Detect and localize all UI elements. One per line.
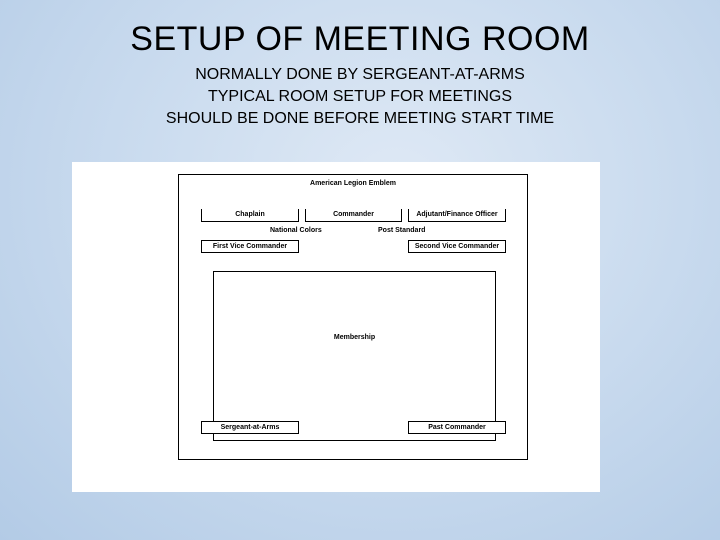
- commander-seat: Commander: [305, 209, 402, 222]
- second-vice-commander-seat: Second Vice Commander: [408, 240, 506, 253]
- past-commander-seat: Past Commander: [408, 421, 506, 434]
- first-vice-commander-seat: First Vice Commander: [201, 240, 299, 253]
- post-standard-label: Post Standard: [378, 227, 426, 234]
- room-diagram-panel: [72, 162, 600, 492]
- chaplain-seat: Chaplain: [201, 209, 299, 222]
- subtitle-line-2: TYPICAL ROOM SETUP FOR MEETINGS: [207, 88, 513, 105]
- membership-area: [213, 271, 496, 441]
- national-colors-label: National Colors: [270, 227, 322, 234]
- membership-label: Membership: [333, 334, 376, 341]
- sergeant-at-arms-seat: Sergeant-at-Arms: [201, 421, 299, 434]
- room-outline: [178, 174, 528, 460]
- adjutant-seat: Adjutant/Finance Officer: [408, 209, 506, 222]
- subtitle-line-1: NORMALLY DONE BY SERGEANT-AT-ARMS: [195, 66, 525, 83]
- emblem-label: American Legion Emblem: [310, 180, 396, 187]
- slide-title: SETUP OF MEETING ROOM: [130, 20, 590, 58]
- subtitle-line-3: SHOULD BE DONE BEFORE MEETING START TIME: [165, 110, 555, 127]
